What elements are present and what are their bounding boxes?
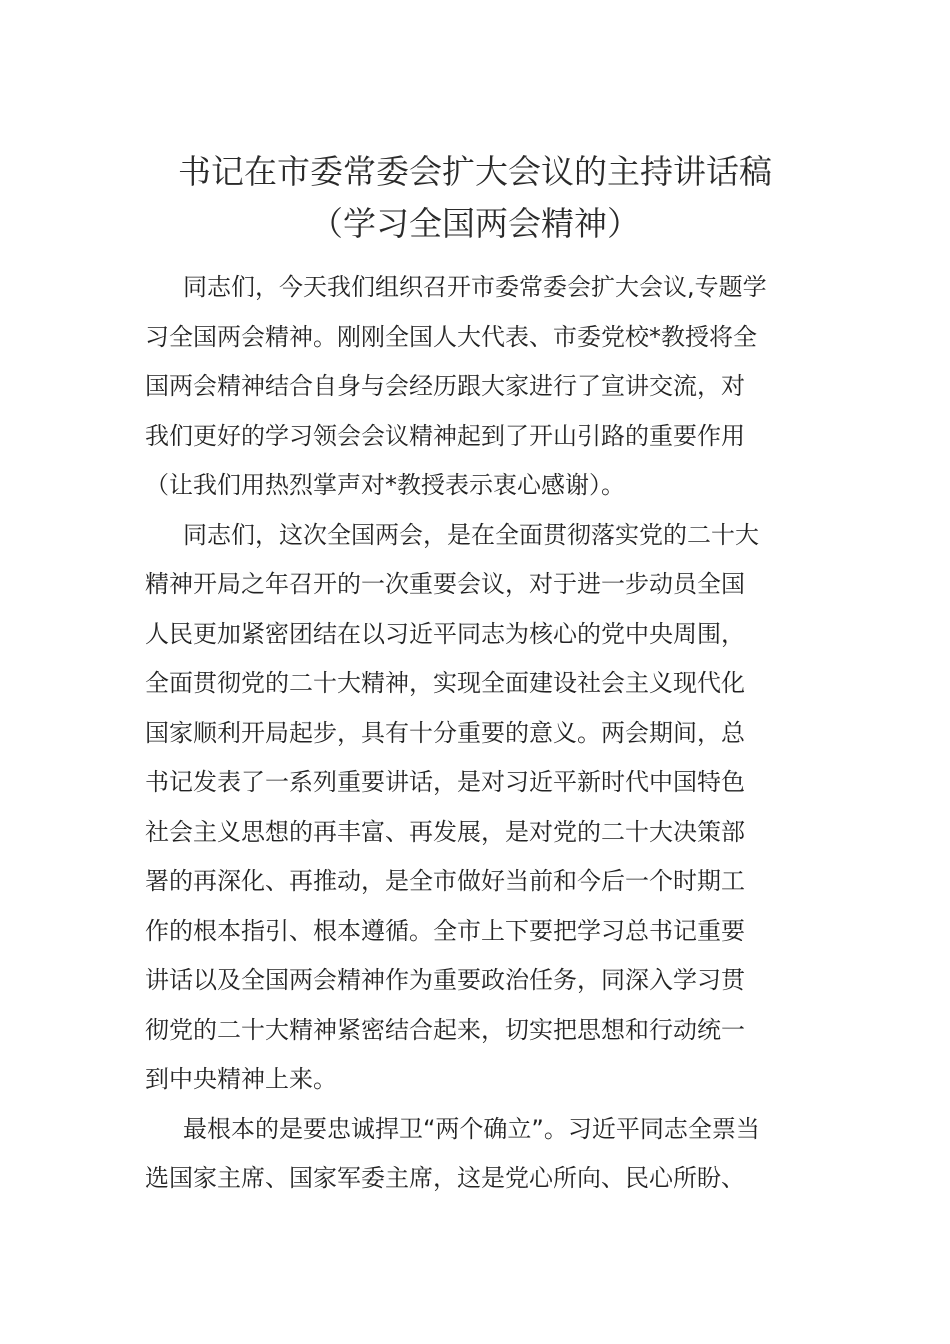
paragraph-1-line: 我们更好的学习领会会议精神起到了开山引路的重要作用 [145, 421, 745, 450]
paragraph-3-line: 选国家主席、国家军委主席，这是党心所向、民心所盼、 [145, 1164, 745, 1192]
paragraph-2-line: 国家顺利开局起步，具有十分重要的意义。两会期间，总 [145, 718, 745, 747]
paragraph-2-line: 书记发表了一系列重要讲话，是对习近平新时代中国特色 [145, 768, 745, 796]
paragraph-3-line: 最根本的是要忠诚捍卫“两个确立”。习近平同志全票当 [183, 1114, 760, 1143]
paragraph-1-line: 同志们，今天我们组织召开市委常委会扩大会议,专题学 [183, 273, 767, 301]
paragraph-1-line: 国两会精神结合自身与会经历跟大家进行了宣讲交流，对 [145, 372, 745, 400]
paragraph-2-line: 作的根本指引、根本遵循。全市上下要把学习总书记重要 [145, 916, 745, 945]
document-title: 书记在市委常委会扩大会议的主持讲话稿 [178, 152, 772, 191]
paragraph-2-line: 到中央精神上来。 [145, 1065, 337, 1093]
document-body [145, 263, 825, 1204]
paragraph-2-line: 同志们，这次全国两会，是在全面贯彻落实党的二十大 [183, 520, 759, 549]
paragraph-2-line: 署的再深化、再推动，是全市做好当前和今后一个时期工 [145, 867, 745, 895]
paragraph-2-line: 社会主义思想的再丰富、再发展，是对党的二十大决策部 [145, 817, 745, 846]
paragraph-1-line: （让我们用热烈掌声对*教授表示衷心感谢）。 [145, 471, 625, 499]
paragraph-2-line: 全面贯彻党的二十大精神，实现全面建设社会主义现代化 [145, 669, 745, 697]
paragraph-2-line: 讲话以及全国两会精神作为重要政治任务，同深入学习贯 [145, 966, 745, 994]
paragraph-1-line: 习全国两会精神。刚刚全国人大代表、市委党校*教授将全 [145, 322, 757, 351]
paragraph-2-line: 精神开局之年召开的一次重要会议，对于进一步动员全国 [145, 570, 745, 598]
document-subtitle: （学习全国两会精神） [310, 204, 640, 243]
paragraph-2-line: 彻党的二十大精神紧密结合起来，切实把思想和行动统一 [145, 1015, 745, 1044]
paragraph-2-line: 人民更加紧密团结在以习近平同志为核心的党中央周围， [145, 619, 745, 648]
